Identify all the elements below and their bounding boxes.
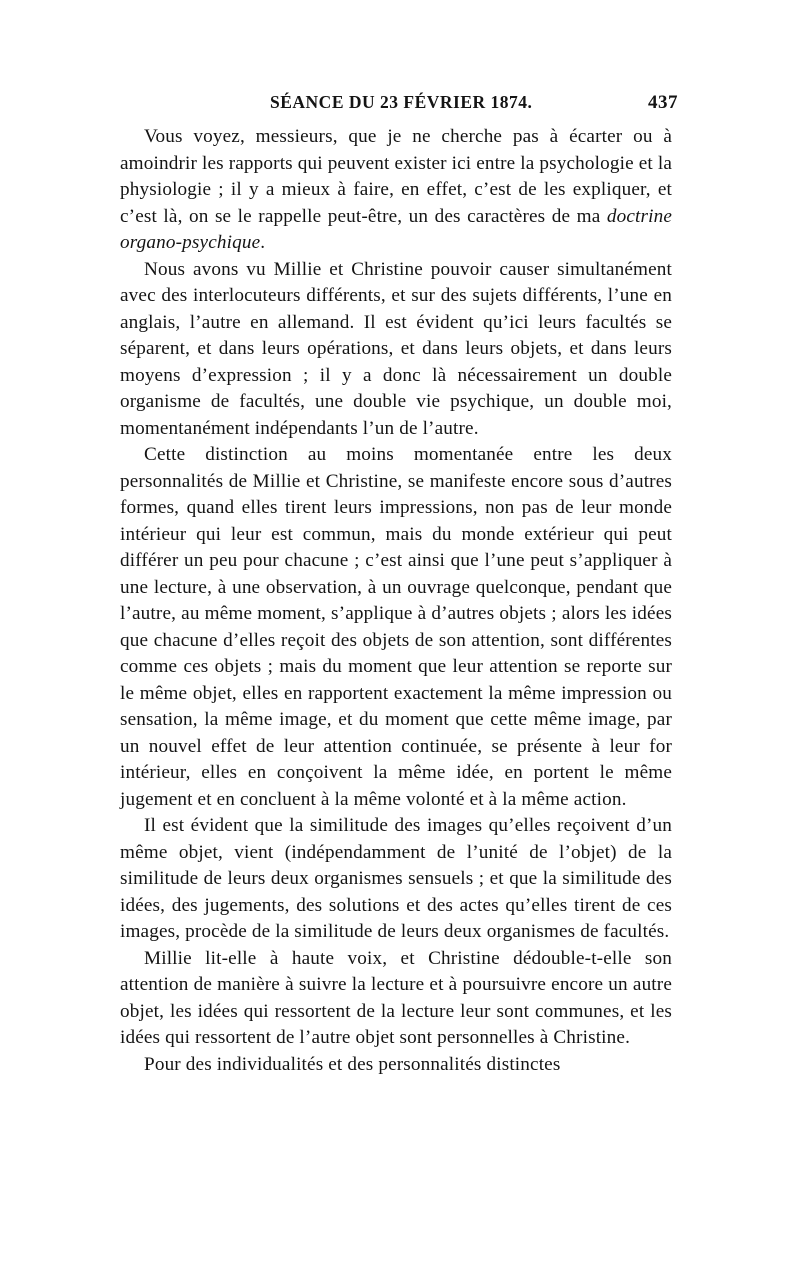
paragraph-6: Pour des individualités et des personnalités distinctes (144, 1053, 561, 1075)
paragraph-1 (120, 124, 672, 257)
running-head (118, 92, 678, 118)
paragraph-3: Cette distinction au moins momentanée entre les deux personnalités de Millie et Christine, se manifeste encore sous d’autres formes, quand elles tirent leurs impressions, non pas de leur monde intérieur qui leur est commun, mais du monde extérieur qui peut différer un peu pour chacune ; c’est ainsi que l’une peut s’appliquer à une lecture, à une observation, à un ouvrage quelconque, pendant que l’autre, au même moment, s’applique à d’autres objets ; alors les idées que chacune d’elles reçoit des objets de son attention, sont différentes comme ces objets ; mais du moment que leur attention se reporte sur le même objet, elles en rapportent exactement la même impression ou sensation, la même image, et du moment que cette même image, par un nouvel effet de leur attention continuée, se présente à leur for intérieur, elles en conçoivent la même idée, en portent le même jugement et en concluent à la même volonté et à la même action. (120, 444, 672, 810)
paragraph-1-end: . (260, 232, 266, 253)
paragraph-1-text: Vous voyez, messieurs, que je ne cherche pas à écarter ou à amoindrir les rapports qui peuvent exister ici entre la psychologie et la physiologie ; il y a mieux à faire, en effet, c’est de les expliquer, et c’est là, on se le rappelle peut-être, un des caractères de ma (120, 126, 672, 227)
doctrine-emphasis: doctrine organo-psychique (120, 205, 672, 253)
paragraph-5: Millie lit-elle à haute voix, et Christine dédouble-t-elle son attention de manière à suivre la lecture et à poursuivre encore un autre objet, les idées qui ressortent de la lecture leur sont communes, et les idées qui ressortent de l’autre objet sont personnelles à Christine. (120, 947, 672, 1048)
body-text (120, 124, 672, 1078)
paragraph-2: Nous avons vu Millie et Christine pouvoir causer simultanément avec des interlocuteurs différents, et sur des sujets différents, l’une en anglais, l’autre en allemand. Il est évident qu’ici leurs facultés se séparent, et dans leurs opérations, et dans leurs objets, et dans leurs moyens d’expression ; il y a donc là nécessairement un double organisme de facultés, une double vie psychique, un double moi, momentanément indépendants l’un de l’autre. (120, 258, 672, 439)
running-title: SÉANCE DU 23 FÉVRIER 1874. (270, 92, 533, 112)
page-number: 437 (648, 92, 678, 113)
paragraph-4: Il est évident que la similitude des images qu’elles reçoivent d’un même objet, vient (indépendamment de l’unité de l’objet) de la similitude de leurs deux organismes sensuels ; et que la similitude des idées, des jugements, des solutions et des actes qu’elles tirent de ces images, procède de la similitude de leurs deux organismes de facultés. (120, 815, 672, 942)
